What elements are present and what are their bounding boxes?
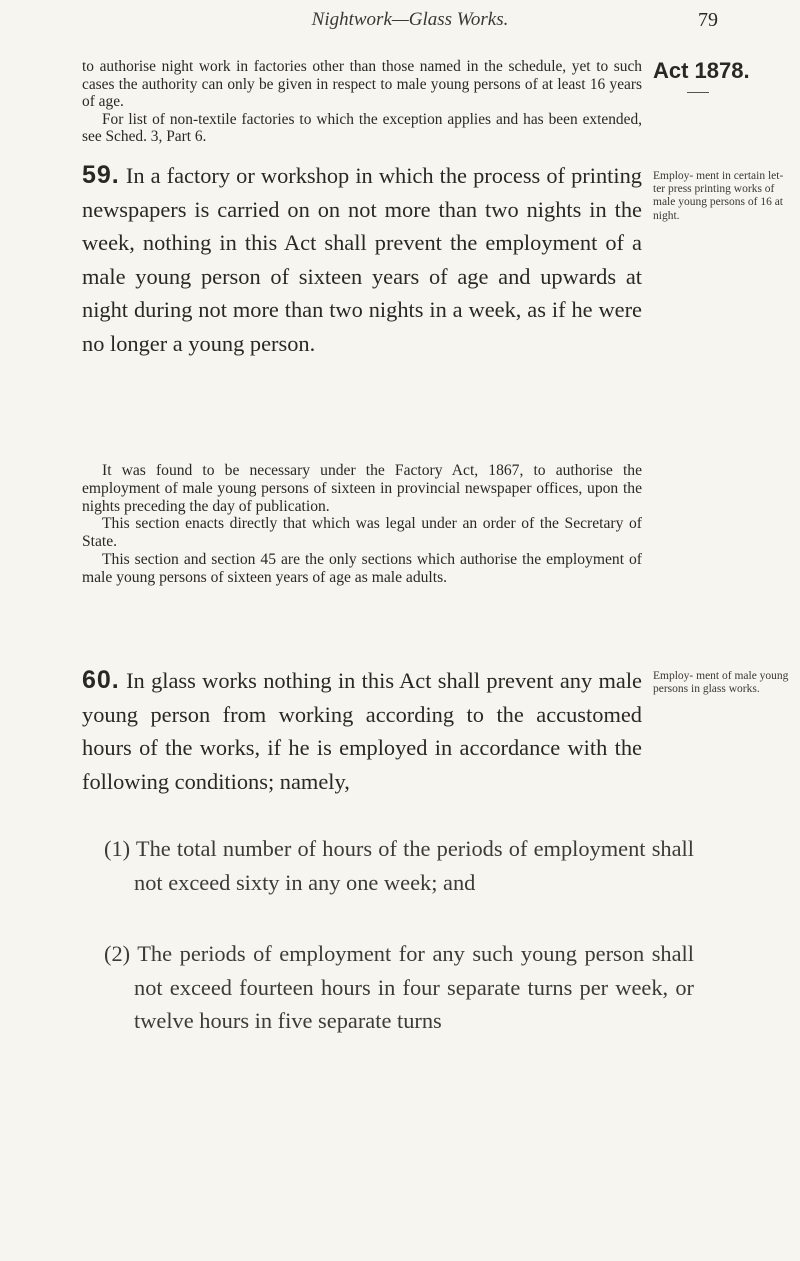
side-note-60: Employ- ment of male young persons in glass works. bbox=[653, 670, 789, 696]
section-60-text: In glass works nothing in this Act shall prevent any male young person from working according to the accustomed hours of the works, if he is employed in accordance with the following conditions; namely, bbox=[82, 668, 642, 794]
margin-act-year bbox=[653, 58, 800, 93]
intro-paragraph-2: For list of non-textile factories to which the exception applies and has been extended, see Sched. 3, Part 6. bbox=[82, 110, 642, 145]
running-title: Nightwork—Glass Works. bbox=[311, 9, 509, 30]
running-head bbox=[0, 3, 800, 37]
note-59-3: This section and section 45 are the only sections which authorise the employment of male young persons of sixteen years of age as male adults. bbox=[82, 550, 642, 586]
section-59-body bbox=[82, 159, 642, 360]
clause-2 bbox=[82, 937, 694, 1038]
margin-dash bbox=[687, 92, 709, 93]
act-year: Act 1878. bbox=[653, 58, 750, 83]
page-number: 79 bbox=[698, 9, 718, 31]
section-59-number: 59. bbox=[82, 161, 120, 189]
intro-paragraph-1: to authorise night work in factories other than those named in the schedule, yet to such cases the authority can only be given in respect to male young persons of at least 16 years of age. bbox=[82, 58, 642, 110]
note-59-2: This section enacts directly that which was legal under an order of the Secretary of State. bbox=[82, 515, 642, 551]
section-60 bbox=[82, 664, 642, 798]
section-59 bbox=[82, 159, 642, 360]
section-60-body bbox=[82, 664, 642, 798]
section-59-notes bbox=[82, 462, 642, 587]
clause-1-text: (1) The total number of hours of the periods of employment shall not exceed sixty in any one week; and bbox=[104, 836, 694, 895]
clause-2-text: (2) The periods of employment for any such young person shall not exceed fourteen hours in four separate turns per week, or twelve hours in five separate turns bbox=[104, 941, 694, 1033]
intro-text bbox=[82, 58, 642, 146]
section-60-number: 60. bbox=[82, 666, 120, 694]
note-59-1: It was found to be necessary under the Factory Act, 1867, to authorise the employment of male young persons of sixteen in provincial newspaper offices, upon the nights preceding the day of publication. bbox=[82, 462, 642, 515]
clause-1 bbox=[82, 832, 694, 899]
side-note-59: Employ- ment in certain let- ter press printing works of male young persons of 16 at night. bbox=[653, 170, 784, 222]
section-59-text: In a factory or workshop in which the process of printing newspapers is carried on on not more than two nights in the week, nothing in this Act shall prevent the employment of a male young person of sixteen years of age and upwards at night during not more than two nights in a week, as if he were no longer a young person. bbox=[82, 163, 642, 356]
